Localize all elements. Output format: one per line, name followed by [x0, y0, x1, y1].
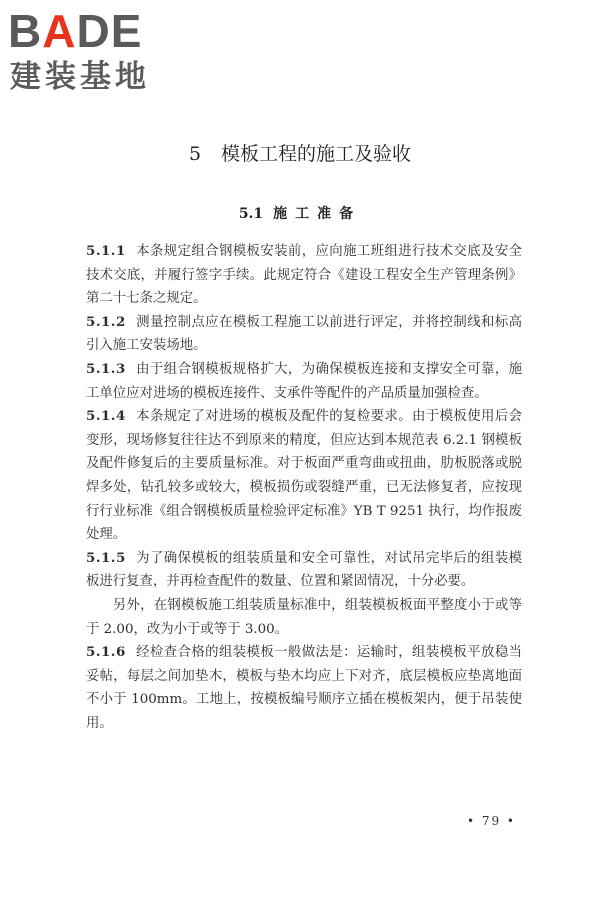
section-number: 5.1 — [238, 206, 264, 222]
section-title — [0, 204, 600, 224]
clause-text: 另外，在钢模板施工组装质量标准中，组装模板板面平整度小于或等于 2.00，改为小于或等于 3.00。 — [86, 597, 522, 637]
section-title-text: 施工准备 — [273, 206, 362, 222]
paragraph-5-1-5 — [86, 547, 522, 594]
logo-letters-suffix: DE — [76, 5, 143, 57]
paragraph-5-1-5-note — [86, 594, 522, 641]
logo-wordmark — [8, 6, 178, 56]
body-text — [86, 240, 522, 735]
clause-number: 5.1.4 — [86, 408, 126, 425]
paragraph-5-1-6 — [86, 641, 522, 735]
clause-text: 本条规定组合钢模板安装前，应向施工班组进行技术交底及安全技术交底，并履行签字手续。此规定符合《建设工程安全生产管理条例》第二十七条之规定。 — [86, 244, 522, 307]
paragraph-5-1-1 — [86, 240, 522, 311]
clause-number: 5.1.3 — [86, 360, 126, 377]
clause-number: 5.1.6 — [86, 644, 126, 661]
clause-text: 本条规定了对进场的模板及配件的复检要求。由于模板使用后会变形，现场修复往往达不到原来的精度，但应达到本规范表 6.2.1 钢模板及配件修复后的主要质量标准。对于板面严重弯曲或扭曲，肋板脱落或脱焊多处，钻孔较多或较大，模板损伤或裂缝严重，已无法修复者，应按现行行业标准《组合钢模板质量检验评定标准》YB T 9251 执行，均作报废处理。 — [86, 409, 523, 543]
paragraph-5-1-4 — [86, 405, 522, 547]
logo-letters-prefix: B — [8, 5, 43, 57]
clause-number: 5.1.1 — [86, 243, 126, 259]
page-number: • 79 • — [466, 814, 516, 828]
clause-number: 5.1.2 — [86, 313, 126, 330]
chapter-title — [0, 141, 600, 167]
paragraph-5-1-2 — [86, 311, 522, 358]
logo-subtitle: 建装基地 — [10, 59, 150, 95]
clause-text: 为了确保模板的组装质量和安全可靠性，对试吊完毕后的组装模板进行复查，并再检查配件的数量、位置和紧固情况，十分必要。 — [86, 550, 522, 590]
bade-logo — [8, 6, 178, 98]
chapter-title-text: 模板工程的施工及验收 — [221, 143, 412, 165]
clause-text: 经检查合格的组装模板一般做法是：运输时，组装模板平放稳当妥帖，每层之间加垫木，模板与垫木均应上下对齐，底层模板应垫离地面不小于 100mm。工地上，按模板编号顺序立插在模板架内，便于吊装使用。 — [86, 645, 522, 731]
clause-text: 由于组合钢模板规格扩大，为确保模板连接和支撑安全可靠，施工单位应对进场的模板连接件、支承件等配件的产品质量加强检查。 — [86, 361, 522, 401]
logo-letter-accent: A — [42, 5, 77, 57]
clause-number: 5.1.5 — [86, 549, 126, 566]
clause-text: 测量控制点应在模板工程施工以前进行评定，并将控制线和标高引入施工安装场地。 — [86, 314, 522, 354]
paragraph-5-1-3 — [86, 358, 522, 405]
chapter-number: 5 — [188, 143, 202, 165]
